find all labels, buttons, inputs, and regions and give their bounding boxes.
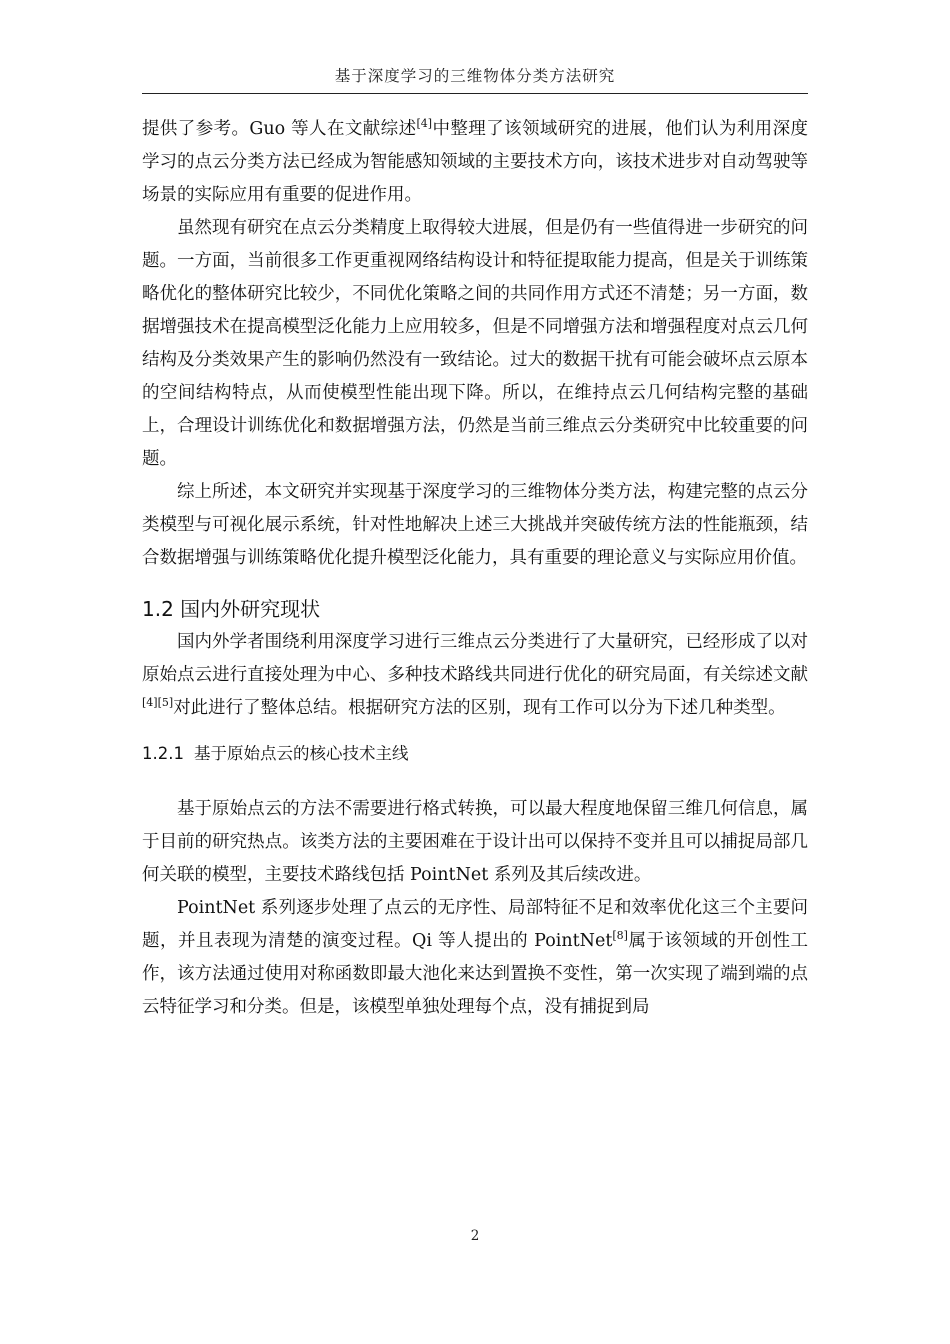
section-heading-1-2: 1.2 国内外研究现状 xyxy=(142,597,321,621)
paragraph-4 xyxy=(142,626,808,725)
subsection-number: 1.2.1 xyxy=(142,744,184,763)
subsection-title: 基于原始点云的核心技术主线 xyxy=(193,744,409,763)
paragraph-1 xyxy=(142,113,808,212)
paragraph-1-text-b: 中整理了该领域研究的进展，他们认为利用深度学习的点云分类方法已经成为智能感知领域的主要技术方向，该技术进步对自动驾驶等场景的实际应用有重要的促进作用。 xyxy=(142,119,808,205)
citation-ref-4: [4] xyxy=(416,117,433,130)
paragraph-5: 基于原始点云的方法不需要进行格式转换，可以最大程度地保留三维几何信息，属于目前的研究热点。该类方法的主要困难在于设计出可以保持不变并且可以捕捉局部几何关联的模型，主要技术路线包括 PointNet 系列及其后续改进。 xyxy=(142,799,808,885)
page-number: 2 xyxy=(470,1228,480,1244)
paragraph-6-text-a: PointNet 系列逐步处理了点云的无序性、局部特征不足和效率优化这三个主要问题，并且表现为清楚的演变过程。Qi 等人提出的 PointNet xyxy=(142,898,808,951)
header-divider xyxy=(142,93,808,94)
paragraph-6-text-b: 属于该领域的开创性工作，该方法通过使用对称函数即最大池化来达到置换不变性，第一次实现了端到端的点云特征学习和分类。但是，该模型单独处理每个点，没有捕捉到局 xyxy=(142,931,808,1017)
paragraph-3: 综上所述，本文研究并实现基于深度学习的三维物体分类方法，构建完整的点云分类模型与可视化展示系统，针对性地解决上述三大挑战并突破传统方法的性能瓶颈，结合数据增强与训练策略优化提升模型泛化能力，具有重要的理论意义与实际应用价值。 xyxy=(142,482,808,568)
paragraph-1-text-a: 提供了参考。Guo 等人在文献综述 xyxy=(142,119,417,139)
paragraph-4-text-a: 国内外学者围绕利用深度学习进行三维点云分类进行了大量研究，已经形成了以对原始点云进行直接处理为中心、多种技术路线共同进行优化的研究局面，有关综述文献 xyxy=(142,632,808,685)
running-header-title: 基于深度学习的三维物体分类方法研究 xyxy=(334,67,616,85)
page-body xyxy=(142,113,808,1024)
citation-ref-4: [4] xyxy=(142,696,158,709)
citation-ref-8: [8] xyxy=(612,929,628,942)
subsection-heading-1-2-1 xyxy=(142,737,808,771)
paragraph-4-text-b: 对此进行了整体总结。根据研究方法的区别，现有工作可以分为下述几种类型。 xyxy=(173,698,786,718)
paragraph-2: 虽然现有研究在点云分类精度上取得较大进展，但是仍有一些值得进一步研究的问题。一方面，当前很多工作更重视网络结构设计和特征提取能力提高，但是关于训练策略优化的整体研究比较少，不同优化策略之间的共同作用方式还不清楚；另一方面，数据增强技术在提高模型泛化能力上应用较多，但是不同增强方法和增强程度对点云几何结构及分类效果产生的影响仍然没有一致结论。过大的数据干扰有可能会破坏点云原本的空间结构特点，从而使模型性能出现下降。所以，在维持点云几何结构完整的基础上，合理设计训练优化和数据增强方法，仍然是当前三维点云分类研究中比较重要的问题。 xyxy=(142,218,808,469)
citation-ref-5: [5] xyxy=(157,696,174,709)
paragraph-6 xyxy=(142,892,808,1024)
